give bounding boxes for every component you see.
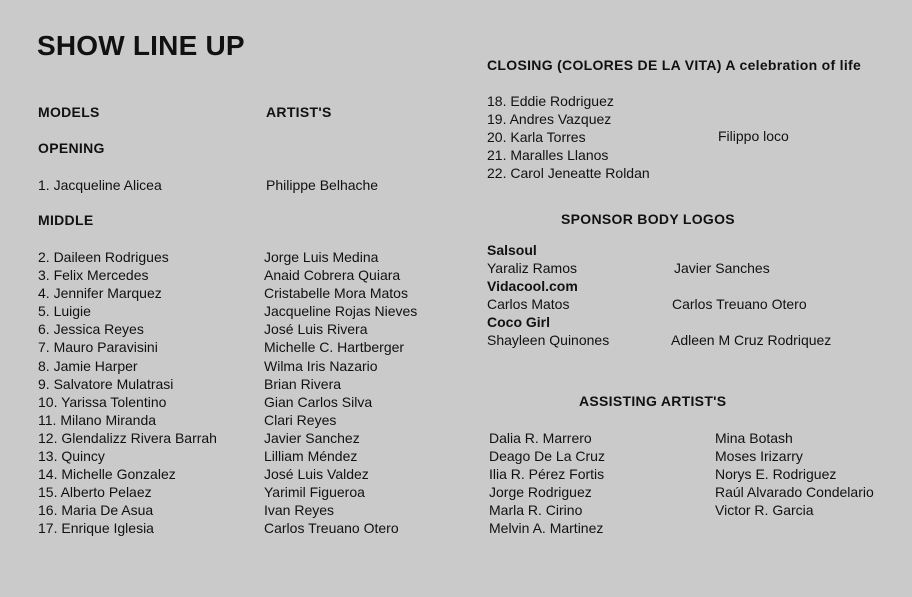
list-item: 18. Eddie Rodriguez	[487, 93, 614, 109]
list-item: Michelle C. Hartberger	[264, 339, 405, 356]
list-item: Norys E. Rodriguez	[715, 466, 837, 483]
list-item: 22. Carol Jeneatte Roldan	[487, 165, 650, 182]
list-item: 3. Felix Mercedes	[38, 267, 149, 284]
list-item: Jorge Rodriguez	[489, 484, 592, 501]
sponsor-brand: Salsoul	[487, 242, 537, 258]
list-item: Lilliam Méndez	[264, 448, 358, 465]
list-item: Raúl Alvarado Condelario	[715, 484, 874, 501]
sponsor-brand: Vidacool.com	[487, 278, 578, 294]
sponsor-model: Yaraliz Ramos	[487, 260, 577, 276]
page-title: SHOW LINE UP	[37, 30, 245, 61]
list-item: Carlos Treuano Otero	[264, 520, 399, 537]
assisting-left-list	[489, 429, 605, 538]
list-item: Victor R. Garcia	[715, 502, 814, 519]
list-item: Cristabelle Mora Matos	[264, 285, 408, 302]
list-item: 9. Salvatore Mulatrasi	[38, 375, 174, 392]
list-item: 19. Andres Vazquez	[487, 111, 612, 128]
list-item: Melvin A. Martinez	[489, 520, 604, 537]
sponsor-model: Carlos Matos	[487, 296, 570, 312]
opening-model: 1. Jacqueline Alicea	[38, 177, 162, 193]
list-item: Brian Rivera	[264, 375, 342, 392]
artists-header: ARTIST'S	[266, 104, 332, 120]
list-item: 13. Quincy	[38, 448, 105, 465]
list-item: Javier Sanchez	[264, 429, 360, 446]
list-item: 8. Jamie Harper	[38, 357, 138, 374]
list-item: 21. Maralles Llanos	[487, 147, 609, 164]
closing-models-list	[487, 92, 650, 182]
sponsor-brand: Coco Girl	[487, 314, 551, 330]
list-item: 5. Luigie	[38, 303, 91, 320]
list-item: Jorge Luis Medina	[264, 249, 379, 265]
list-item: 17. Enrique Iglesia	[38, 520, 154, 537]
list-item: Anaid Cobrera Quiara	[264, 267, 401, 284]
list-item: 12. Glendalizz Rivera Barrah	[38, 429, 217, 446]
list-item: Jacqueline Rojas Nieves	[264, 303, 418, 320]
list-item: 20. Karla Torres	[487, 129, 586, 146]
list-item: José Luis Valdez	[264, 466, 369, 483]
sponsor-artist: Carlos Treuano Otero	[672, 296, 807, 312]
list-item: Mina Botash	[715, 430, 793, 446]
list-item: Wilma Iris Nazario	[264, 357, 378, 374]
list-item: Gian Carlos Silva	[264, 393, 373, 410]
list-item: 7. Mauro Paravisini	[38, 339, 158, 356]
list-item: 14. Michelle Gonzalez	[38, 466, 176, 483]
list-item: José Luis Rivera	[264, 321, 368, 338]
list-item: Dalia R. Marrero	[489, 430, 592, 446]
sponsor-artist: Adleen M Cruz Rodriquez	[671, 332, 832, 348]
list-item: 15. Alberto Pelaez	[38, 484, 152, 501]
sponsor-artist: Javier Sanches	[674, 260, 770, 276]
list-item: 11. Milano Miranda	[38, 411, 157, 428]
closing-header: CLOSING (COLORES DE LA VITA) A celebration of life	[487, 57, 862, 73]
list-item: Moses Irizarry	[715, 448, 803, 465]
sponsor-header: SPONSOR BODY LOGOS	[561, 211, 735, 227]
list-item: Ivan Reyes	[264, 502, 335, 519]
list-item: Ilia R. Pérez Fortis	[489, 466, 605, 483]
middle-header: MIDDLE	[38, 212, 94, 228]
list-item: 4. Jennifer Marquez	[38, 285, 162, 302]
list-item: Yarimil Figueroa	[264, 484, 365, 501]
middle-models-list	[38, 248, 217, 538]
list-item: Clari Reyes	[264, 411, 337, 428]
list-item: Deago De La Cruz	[489, 448, 605, 465]
list-item: Marla R. Cirino	[489, 502, 583, 519]
sponsor-model: Shayleen Quinones	[487, 332, 610, 348]
list-item: 6. Jessica Reyes	[38, 321, 144, 338]
closing-artist: Filippo loco	[718, 128, 789, 144]
middle-artists-list	[264, 248, 417, 538]
assisting-right-list	[715, 429, 874, 519]
list-item: 16. Maria De Asua	[38, 502, 154, 519]
opening-header: OPENING	[38, 140, 105, 156]
opening-artist: Philippe Belhache	[266, 177, 379, 193]
list-item: 10. Yarissa Tolentino	[38, 393, 167, 410]
assisting-header: ASSISTING ARTIST'S	[579, 393, 727, 409]
models-header: MODELS	[38, 104, 100, 120]
list-item: 2. Daileen Rodrigues	[38, 249, 169, 265]
